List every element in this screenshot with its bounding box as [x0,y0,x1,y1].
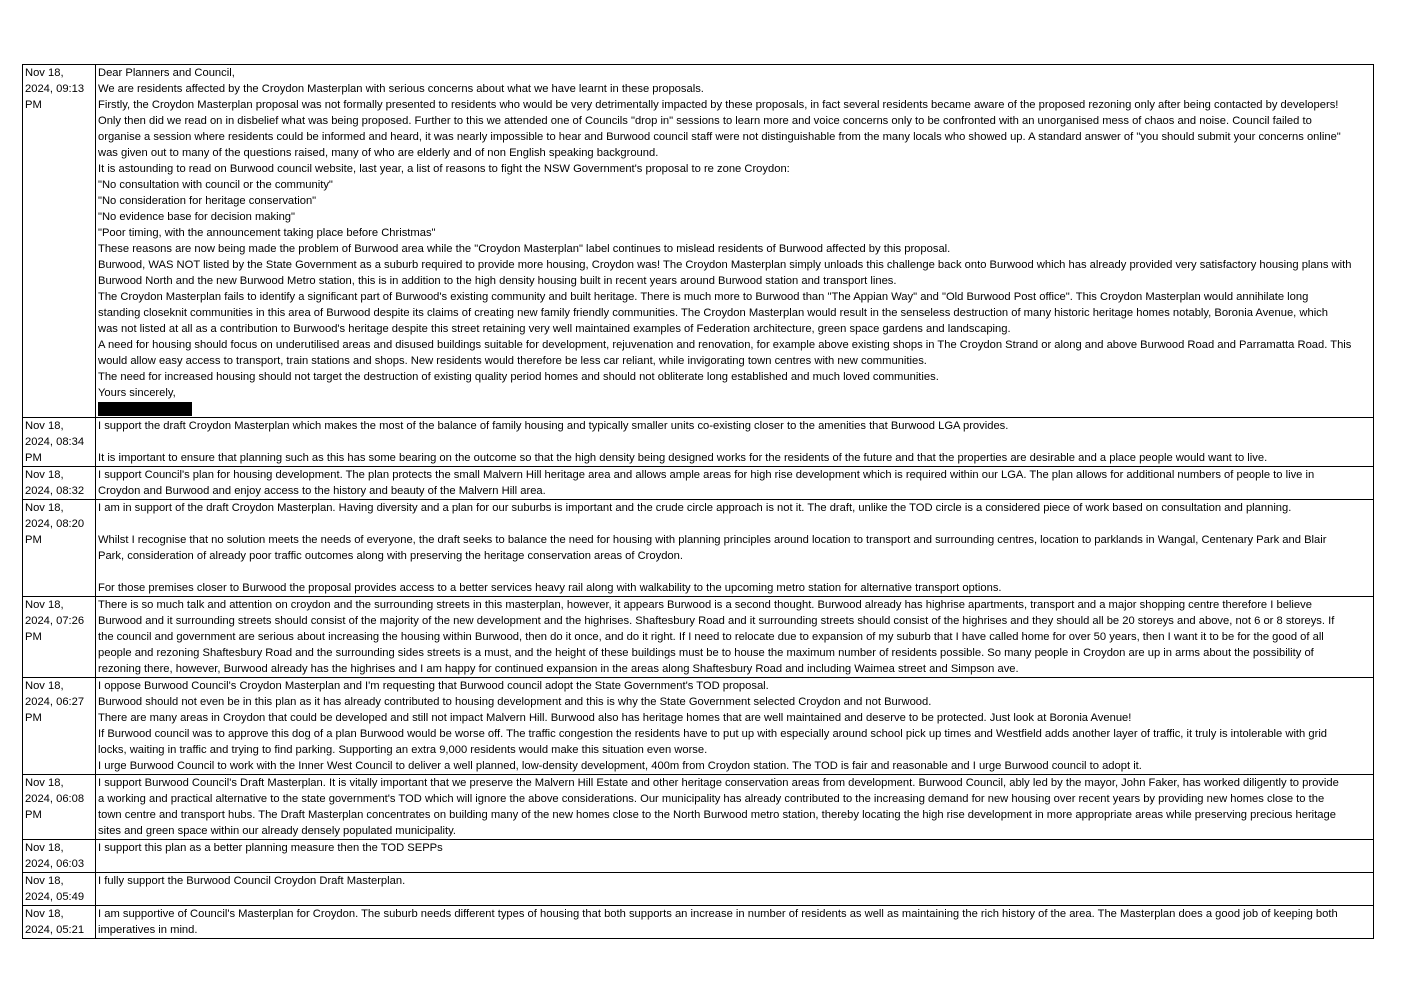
submission-line [98,564,1371,580]
submission-row [23,775,1374,840]
submission-line: "Poor timing, with the announcement taking place before Christmas" [98,227,436,239]
redacted-signature [98,401,1371,417]
submission-line: Burwood, WAS NOT listed by the State Government as a suburb required to provide more housing, Croydon was! The Croydon Masterplan simply unloads this challenge back onto Burwood which has already provided very satisfactory housing plans with [98,259,1352,271]
submission-line [98,856,1371,872]
submission-text [96,65,1374,418]
submission-row [23,873,1374,906]
submission-row [23,467,1374,500]
submission-line: organise a session where residents could be informed and heard, it was nearly impossible to hear and Burwood council staff were not distinguishable from the many locals who showed up. A standard answer of "you should submit your concerns online" [98,131,1341,143]
submission-date: Nov 18, 2024, 06:03 [23,840,96,873]
submission-row [23,500,1374,597]
submission-line: rezoning there, however, Burwood already has the highrises and I am happy for continued expansion in the areas along Shaftesbury Road and including Waimea street and Simpson ave. [98,663,1019,675]
submission-row [23,840,1374,873]
submission-line: Yours sincerely, [98,387,176,399]
submission-line: The Croydon Masterplan fails to identify a significant part of Burwood's existing community and built heritage. There is much more to Burwood than "The Appian Way" and "Old Burwood Post office". This Croydon Masterplan would annihilate long [98,291,1309,303]
submission-line: Whilst I recognise that no solution meets the needs of everyone, the draft seeks to balance the need for housing with planning principles around location to transport and surrounding centres, location to parklands in Wangal, Centenary Park and Blair [98,534,1327,546]
submission-line: I oppose Burwood Council's Croydon Masterplan and I'm requesting that Burwood council adopt the State Government's TOD proposal. [98,680,769,692]
submission-line: I support Council's plan for housing development. The plan protects the small Malvern Hill heritage area and allows ample areas for high rise development which is required within our LGA. The plan allows for additional numbers of people to live in [98,469,1315,481]
submission-date: Nov 18, 2024, 08:20 PM [23,500,96,597]
submission-line: town centre and transport hubs. The Draft Masterplan concentrates on building many of the new homes close to the North Burwood metro station, thereby locating the high rise development in more appropriate areas while preserving precious heritage [98,809,1336,821]
submission-date: Nov 18, 2024, 05:49 [23,873,96,906]
submission-line: I am in support of the draft Croydon Masterplan. Having diversity and a plan for our suburbs is important and the crude circle approach is not it. The draft, unlike the TOD circle is a considered piece of work based on consultation and planning. [98,502,1292,514]
submission-row [23,418,1374,467]
submission-line: Dear Planners and Council, [98,67,235,79]
submission-text [96,597,1374,678]
submission-line: Firstly, the Croydon Masterplan proposal was not formally presented to residents who would be very detrimentally impacted by these proposals, in fact several residents became aware of the proposed rezoning only after being contacted by developers! [98,99,1339,111]
submission-text [96,775,1374,840]
submission-line: Croydon and Burwood and enjoy access to the history and beauty of the Malvern Hill area. [98,485,546,497]
submission-text [96,467,1374,500]
submission-line: I am supportive of Council's Masterplan for Croydon. The suburb needs different types of housing that both supports an increase in number of residents as well as maintaining the rich history of the area. The Masterplan does a good job of keeping both [98,908,1338,920]
submission-line: It is important to ensure that planning such as this has some bearing on the outcome so that the high density being designed works for the residents of the future and that the properties are desirable and a place people would want to live. [98,452,1268,464]
submission-line: Burwood and it surrounding streets should consist of the majority of the new development and the highrises. Shaftesbury Road and it surrounding streets should consist of the highrises and they should all be 20 storeys and above, not 6 or 8 storeys. If [98,615,1335,627]
submission-line: locks, waiting in traffic and trying to find parking. Supporting an extra 9,000 residents would make this situation even worse. [98,744,708,756]
submission-row [23,65,1374,418]
submission-line: There are many areas in Croydon that could be developed and still not impact Malvern Hill. Burwood also has heritage homes that are well maintained and deserve to be protected. Just look at Boronia Avenue! [98,712,1132,724]
submission-line: Park, consideration of already poor traffic outcomes along with preserving the heritage conservation areas of Croydon. [98,550,683,562]
submission-line: "No consultation with council or the community" [98,179,333,191]
submission-line: I support this plan as a better planning measure then the TOD SEPPs [98,842,443,854]
submission-date: Nov 18, 2024, 06:27 PM [23,678,96,775]
submission-line: Burwood should not even be in this plan as it has already contributed to housing development and this is why the State Government selected Croydon and not Burwood. [98,696,932,708]
submission-text [96,906,1374,939]
submission-line: was given out to many of the questions raised, many of who are elderly and of non English speaking background. [98,147,659,159]
submission-text [96,873,1374,906]
submission-line: It is astounding to read on Burwood council website, last year, a list of reasons to fight the NSW Government's proposal to re zone Croydon: [98,163,790,175]
submission-date: Nov 18, 2024, 05:21 [23,906,96,939]
submission-date: Nov 18, 2024, 06:08 PM [23,775,96,840]
submission-line: There is so much talk and attention on croydon and the surrounding streets in this masterplan, however, it appears Burwood is a second thought. Burwood already has highrise apartments, transport and a major shopping centre therefore I believe [98,599,1312,611]
submission-text [96,678,1374,775]
submission-line: imperatives in mind. [98,924,198,936]
submission-line [98,434,1371,450]
submission-text [96,840,1374,873]
submission-line: "No consideration for heritage conservation" [98,195,317,207]
submission-line: "No evidence base for decision making" [98,211,295,223]
submission-date: Nov 18, 2024, 07:26 PM [23,597,96,678]
submission-row [23,906,1374,939]
submission-text [96,500,1374,597]
submission-line: standing closeknit communities in this area of Burwood despite its claims of creating new family friendly communities. The Croydon Masterplan would result in the senseless destruction of many historic heritage homes notably, Boronia Avenue, which [98,307,1328,319]
submission-line: If Burwood council was to approve this dog of a plan Burwood would be worse off. The traffic congestion the residents have to put up with especially around school pick up times and Westfield adds another layer of traffic, it truly is intolerable with grid [98,728,1328,740]
submission-line: the council and government are serious about increasing the housing within Burwood, then do it once, and do it right. If I need to relocate due to expansion of my suburb that I have called home for over 50 years, then I want it to be for the good of all [98,631,1324,643]
submission-row [23,678,1374,775]
submission-date: Nov 18, 2024, 08:32 [23,467,96,500]
submission-line: The need for increased housing should not target the destruction of existing quality period homes and should not obliterate long established and much loved communities. [98,371,939,383]
submission-text [96,418,1374,467]
submission-line: A need for housing should focus on underutilised areas and disused buildings suitable for development, rejuvenation and renovation, for example above existing shops in The Croydon Strand or along and above Burwood Road and Parramatta Road. This [98,339,1352,351]
submission-date: Nov 18, 2024, 08:34 PM [23,418,96,467]
submission-line: Burwood North and the new Burwood Metro station, this is in addition to the high density housing built in recent years around Burwood station and transport lines. [98,275,897,287]
submission-line [98,889,1371,905]
submissions-table-body [23,65,1374,939]
submission-row [23,597,1374,678]
submission-line: Only then did we read on in disbelief what was being proposed. Further to this we attended one of Councils "drop in" sessions to learn more and voice concerns only to be confronted with an unorganised mess of chaos and noise. Council failed to [98,115,1312,127]
submission-line: I fully support the Burwood Council Croydon Draft Masterplan. [98,875,406,887]
submission-line: people and rezoning Shaftesbury Road and the surrounding sides streets is a must, and the height of these buildings must be to house the maximum number of residents possible. So many people in Croydon are up in arms about the possibility of [98,647,1314,659]
submission-line: We are residents affected by the Croydon Masterplan with serious concerns about what we have learnt in these proposals. [98,83,704,95]
submission-line: sites and green space within our already densely populated municipality. [98,825,457,837]
redaction-box [98,402,192,416]
submission-line: I urge Burwood Council to work with the Inner West Council to deliver a well planned, low-density development, 400m from Croydon station. The TOD is fair and reasonable and I urge Burwood council to adopt it. [98,760,1142,772]
submission-line: would allow easy access to transport, train stations and shops. New residents would therefore be less car reliant, while invigorating town centres with new communities. [98,355,927,367]
submission-line: For those premises closer to Burwood the proposal provides access to a better services heavy rail along with walkability to the upcoming metro station for alternative transport options. [98,582,1002,594]
submission-line: was not listed at all as a contribution to Burwood's heritage despite this street retaining very well maintained examples of Federation architecture, green space gardens and landscaping. [98,323,1011,335]
submission-line: I support the draft Croydon Masterplan which makes the most of the balance of family housing and typically smaller units co-existing closer to the amenities that Burwood LGA provides. [98,420,1009,432]
submission-line: a working and practical alternative to the state government's TOD which will ignore the above considerations. Our municipality has already contributed to the increasing demand for new housing over recent years by providing new homes close to the [98,793,1325,805]
submission-line [98,516,1371,532]
submission-line: I support Burwood Council's Draft Masterplan. It is vitally important that we preserve the Malvern Hill Estate and other heritage conservation areas from development. Burwood Council, ably led by the mayor, John Faker, has worked diligently to provide [98,777,1339,789]
submissions-table [22,64,1374,939]
submission-line: These reasons are now being made the problem of Burwood area while the "Croydon Masterplan" label continues to mislead residents of Burwood affected by this proposal. [98,243,951,255]
submission-date: Nov 18, 2024, 09:13 PM [23,65,96,418]
